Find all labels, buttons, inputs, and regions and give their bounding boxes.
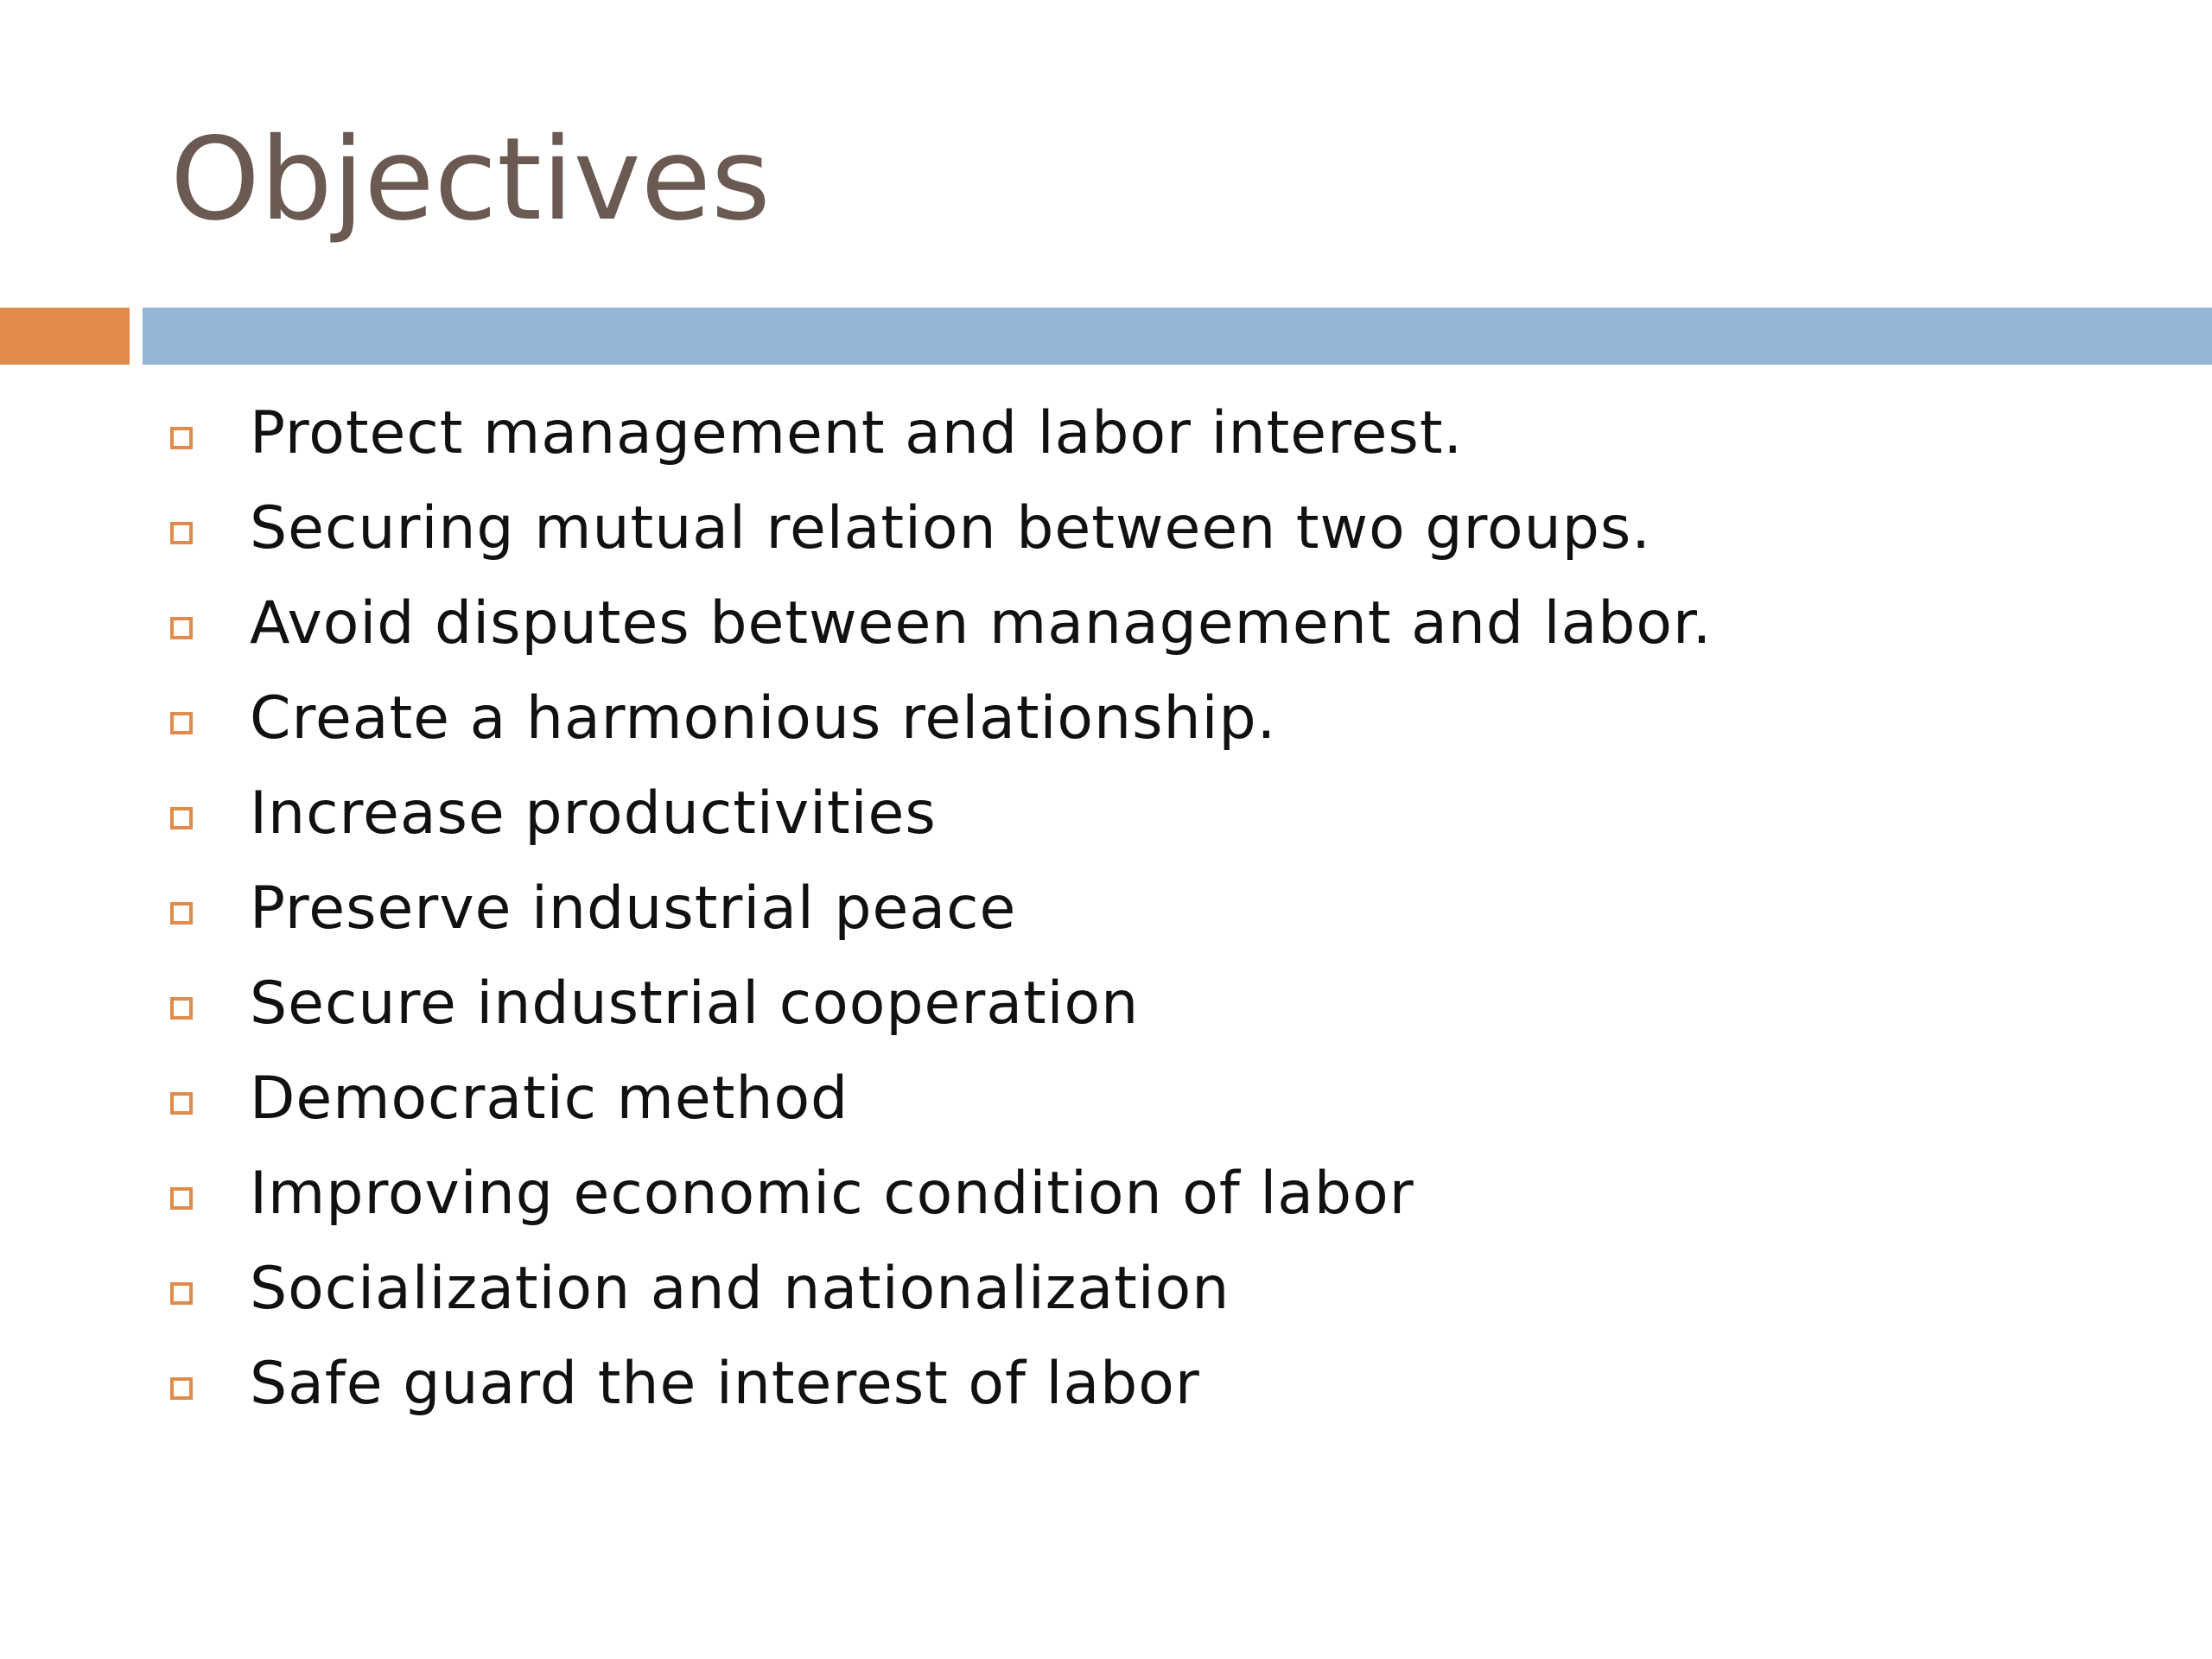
list-item bbox=[170, 1052, 1712, 1147]
list-item bbox=[170, 957, 1712, 1052]
list-item bbox=[170, 861, 1712, 957]
hollow-square-icon bbox=[170, 712, 193, 734]
list-item-text: Safe guard the interest of labor bbox=[250, 1350, 1200, 1418]
list-item bbox=[170, 766, 1712, 861]
list-item-text: Democratic method bbox=[250, 1065, 849, 1133]
list-item bbox=[170, 576, 1712, 671]
hollow-square-icon bbox=[170, 997, 193, 1020]
list-item-text: Create a harmonious relationship. bbox=[250, 684, 1277, 753]
list-item-text: Protect management and labor interest. bbox=[250, 399, 1464, 467]
list-item bbox=[170, 386, 1712, 481]
accent-bar-blue bbox=[143, 308, 2212, 365]
hollow-square-icon bbox=[170, 902, 193, 925]
slide-title: Objectives bbox=[170, 113, 771, 246]
hollow-square-icon bbox=[170, 522, 193, 544]
objectives-list bbox=[170, 386, 1712, 1432]
list-item bbox=[170, 1147, 1712, 1242]
list-item-text: Socialization and nationalization bbox=[250, 1255, 1230, 1323]
hollow-square-icon bbox=[170, 617, 193, 639]
hollow-square-icon bbox=[170, 807, 193, 830]
list-item-text: Secure industrial cooperation bbox=[250, 969, 1140, 1038]
list-item-text: Securing mutual relation between two groups. bbox=[250, 494, 1651, 563]
list-item-text: Increase productivities bbox=[250, 779, 937, 848]
list-item bbox=[170, 1337, 1712, 1432]
hollow-square-icon bbox=[170, 1282, 193, 1305]
list-item bbox=[170, 481, 1712, 576]
list-item bbox=[170, 1242, 1712, 1337]
hollow-square-icon bbox=[170, 427, 193, 449]
list-item bbox=[170, 671, 1712, 766]
list-item-text: Avoid disputes between management and labor. bbox=[250, 589, 1713, 658]
list-item-text: Improving economic condition of labor bbox=[250, 1160, 1414, 1228]
hollow-square-icon bbox=[170, 1377, 193, 1400]
hollow-square-icon bbox=[170, 1187, 193, 1210]
accent-bar-orange bbox=[0, 308, 130, 365]
list-item-text: Preserve industrial peace bbox=[250, 874, 1017, 943]
hollow-square-icon bbox=[170, 1092, 193, 1115]
